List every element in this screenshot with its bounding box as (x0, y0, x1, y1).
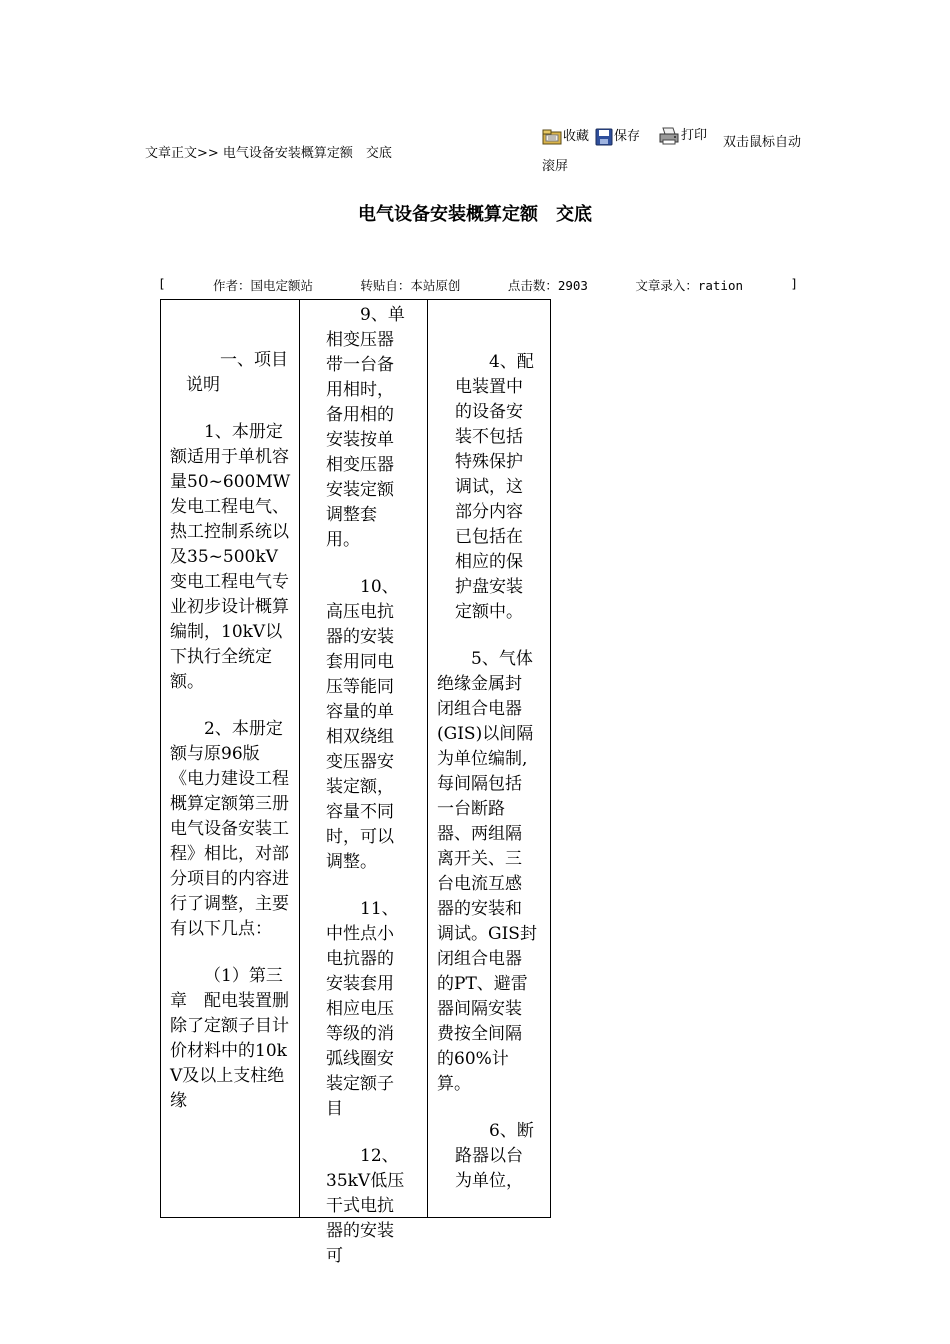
article-title: 电气设备安装概算定额 交底 (358, 204, 592, 225)
article-column-3 (428, 300, 548, 1217)
column-1-paragraph: 2、本册定额与原96版《电力建设工程概算定额第三册 电气设备安装工程》相比，对部分项目的内容进行了调整，主要有以下几点： (170, 719, 289, 939)
column-2-paragraph: 11、中性点小电抗器的安装套用相应电压等级的消弧线圈安装定额子目 (326, 899, 399, 1119)
article-column-2 (300, 300, 428, 1266)
save-button[interactable] (595, 125, 640, 149)
article-column-1 (161, 300, 300, 1217)
save-label: 保存 (614, 129, 641, 144)
printer-icon (658, 126, 681, 146)
column-1-paragraph: （1）第三章 配电装置删除了定额子目计价材料中的10kV及以上支柱绝缘 (170, 966, 289, 1111)
meta-source: 转贴自：本站原创 (360, 278, 461, 293)
column-3-paragraph: 4、配电装置中的设备安装不包括特殊保护调试，这部分内容已包括在相应的保护盘安装定额中。 (455, 352, 534, 622)
print-button[interactable] (658, 124, 707, 148)
favorite-button[interactable] (542, 125, 589, 149)
column-2-paragraph: 9、单相变压器带一台备用相时，备用相的安装按单相变压器安装定额调整套用。 (326, 305, 405, 550)
auto-scroll-hint[interactable]: 双击鼠标自动滚屏 (542, 135, 802, 174)
column-2-paragraph: 10、高压电抗器的安装套用同电压等能同容量的单相双绕组变压器安装定额，容量不同时，可以调整。 (326, 577, 399, 872)
column-3-paragraph: 6、断路器以台为单位， (455, 1121, 534, 1191)
meta-editor: 文章录入：ration (635, 278, 744, 293)
print-label: 打印 (681, 128, 708, 143)
column-1-paragraph: 一、项目说明 (186, 350, 288, 395)
folder-icon (542, 128, 563, 146)
favorite-label: 收藏 (563, 129, 590, 144)
floppy-disk-icon (595, 128, 614, 146)
article-meta (158, 276, 798, 294)
article-toolbar (542, 124, 812, 179)
column-1-paragraph: 1、本册定额适用于单机容量50~600MW发电工程电气、热工控制系统以及35~500kV变电工程电气专业初步设计概算编制，10kV以下执行全统定额。 (170, 422, 291, 692)
column-3-paragraph: 5、气体绝缘金属封闭组合电器(GIS)以间隔为单位编制,每间隔包括一台断路器、两组隔离开关、三台电流互感器的安装和调试。GIS封闭组合电器的PT、避雷器间隔安装费按全间隔的60%计算。 (437, 649, 537, 1094)
breadcrumb: 文章正文>> 电气设备安装概算定额 交底 (145, 146, 392, 161)
column-2-paragraph: 12、35kV低压干式电抗器的安装可 (326, 1146, 405, 1266)
meta-open-bracket: [ (158, 276, 166, 291)
article-body-table (160, 299, 551, 1266)
meta-author: 作者：国电定额站 (212, 278, 313, 293)
meta-close-bracket: ] (790, 276, 798, 291)
meta-hits: 点击数：2903 (507, 278, 588, 293)
